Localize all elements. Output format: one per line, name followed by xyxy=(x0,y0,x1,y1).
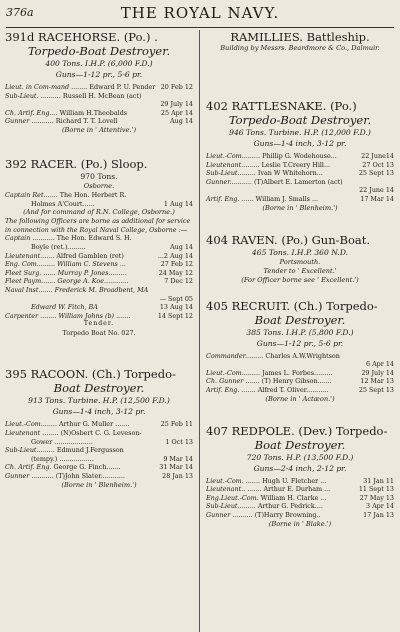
officer-row: Artif. Eng. ...... William J. Smalls ... 17 Mar 14 xyxy=(206,194,394,203)
officer-row: Captain Ret....... The Hon. Herbert R. xyxy=(5,190,127,199)
entry-heading: 405 RECRUIT. (Ch.) Torpedo- xyxy=(206,298,378,313)
officer-row: Edward W. Fitch, BA 13 Aug 14 xyxy=(31,303,193,312)
entry-ramillies xyxy=(206,30,394,53)
officer-row: Boyle (ret.)......... Aug 14 xyxy=(31,242,193,251)
entry-guns: Guns—1-4 inch, 3-12 pr. xyxy=(253,139,347,148)
officer-row: Ch. Artif. Eng.... William H.Theobalds 25 Apr 14 xyxy=(5,108,193,117)
entry-port: Osborne. xyxy=(83,181,115,190)
entry-type: Torpedo-Boat Destroyer. xyxy=(27,44,171,58)
borne-note: (For Officer borne see ' Excellent.') xyxy=(241,275,359,284)
entry-redpole xyxy=(206,424,394,529)
officer-row: Sub-Lieut......... Arthur G. Pedrick.... 3 Apr 14 xyxy=(206,502,394,511)
officer-row: (tempy.) ................. 9 Mar 14 xyxy=(31,454,193,463)
officer-row: Lieut.-Com. ....... Hugh U. Fletcher ... 31 Jan 11 xyxy=(206,476,394,485)
officer-row: Fleet Surg. ...... Murray P. Jones......... 24 May 12 xyxy=(5,268,193,277)
header-rule xyxy=(6,27,394,28)
entry-spec: 465 Tons. I.H.P. 360 N.D. xyxy=(251,247,349,257)
command-note: (And for command of R.N. College, Osborne.) xyxy=(23,208,175,217)
entry-racoon xyxy=(5,367,193,489)
page-title: THE ROYAL NAVY. xyxy=(120,4,280,22)
officer-row: Gunner .......... (T)Harry Browning.. 17 Jan 13 xyxy=(206,510,394,519)
additional-note: The following Officers are borne as additional for service in connection with the Royal Naval College, Osborne :— xyxy=(5,217,191,234)
entry-heading: 395 RACOON. (Ch.) Torpedo- xyxy=(5,367,176,382)
entry-heading: 402 RATTLESNAKE. (Po.) xyxy=(206,99,357,113)
entry-rattlesnake xyxy=(206,99,394,213)
officer-row: Naval Inst....... Frederick M. Broadbent, MA xyxy=(5,285,149,294)
page-number: 376a xyxy=(6,6,34,19)
officer-row: Gunner ........... Richard T. T. Lovell Aug 14 xyxy=(5,117,193,126)
officer-row: Holmes A'Court...... 1 Aug 14 xyxy=(31,199,193,208)
entry-heading: 404 RAVEN. (Po.) Gun-Boat. xyxy=(206,232,371,247)
borne-note: (Borne in ' Blake.') xyxy=(268,519,332,528)
entry-guns: Guns—1-4 inch, 3-12 pr. xyxy=(52,407,146,417)
borne-note: (Borne in ' Blenheim.') xyxy=(61,480,137,489)
officer-row: Commander......... Charles A.W.Wrightson xyxy=(206,351,340,360)
building-note: Building by Messrs. Beardmore & Co., Dalmuir. xyxy=(220,44,380,52)
tender-boat: Torpedo Boat No. 027. xyxy=(62,328,136,337)
officer-row: Sub-Lieut......... Ivan W Whitehorn... 25 Sept 13 xyxy=(206,169,394,178)
entry-guns: Guns—1-12 pr., 5-6 pr. xyxy=(256,338,344,348)
officer-row: Sub-Lieut. .......... Russell H. McBean (act) xyxy=(5,91,142,100)
entry-recruit xyxy=(206,299,394,404)
entry-spec: 385 Tons. I.H.P. (5,800 F.D.) xyxy=(246,327,354,337)
left-column xyxy=(5,30,193,632)
officer-row: Lieut.-Com......... Phillip G. Wodehouse... 22 June14 xyxy=(206,152,394,160)
officer-row: Lieutenant.. ....... Arthur E. Durham ... 11 Sept 13 xyxy=(206,485,394,494)
officer-row: Lieutenant ........ (N)Osbert C. G. Leveson- xyxy=(5,429,142,438)
entry-guns: Guns—2-4 inch, 2-12 pr. xyxy=(253,463,347,473)
column-divider xyxy=(199,30,200,632)
officer-row: Fleet Paym....... George A. Koe............ 7 Dec 12 xyxy=(5,277,193,286)
officer-row: Lieutenant......... Leslie T.Creery Hill... 27 Oct 13 xyxy=(206,160,394,169)
entry-heading: 391d RACEHORSE. (Po.) . xyxy=(5,30,158,44)
officer-row: Gunner........... (T)Albert E. Lamerton (act) xyxy=(206,177,343,186)
entry-spec: 720 Tons. H.P. (13,500 F.D.) xyxy=(246,452,354,462)
officer-row: 6 Apr 14 xyxy=(365,360,394,369)
borne-note: (Borne in ' Blenheim.') xyxy=(262,203,338,212)
officer-row: Gunner ........... (T)John Slater............ 28 Jan 13 xyxy=(5,472,193,481)
entry-type: Torpedo-Boat Destroyer. xyxy=(228,113,372,127)
officer-row: Sub-Lieut......... Edmund J.Fergusson xyxy=(5,446,124,455)
officer-row: — Sept 05 xyxy=(159,294,193,303)
entry-spec: 400 Tons. I.H.P. (6,000 F.D.) xyxy=(45,59,153,68)
officer-row: Carpenter ........ William Johns (b) ....... 14 Sept 12 xyxy=(5,311,193,320)
officer-row: Captain ........... The Hon. Edward S. H. xyxy=(5,234,132,243)
borne-note: (Borne in ' Actæon.') xyxy=(265,394,335,403)
officer-row: Lieut. in Com-mand ........ Edward P. U. Pender 20 Feb 12 xyxy=(5,83,193,91)
officer-row: Ch. Artif. Eng. George G. Finch....... 31 Mar 14 xyxy=(5,463,193,472)
officer-row: 29 July 14 xyxy=(160,100,193,109)
officer-row: Eng.Lieut.-Com. William H. Clarke ... 27 May 13 xyxy=(206,493,394,502)
entry-racehorse xyxy=(5,30,193,135)
entry-spec: 970 Tons. xyxy=(80,171,118,181)
officer-row: Lieut.-Com........ Arthur G. Muller ....... 25 Feb 11 xyxy=(5,420,193,429)
entry-raven xyxy=(206,233,394,285)
officer-row: Lieut.-Com......... James L. Forbes......... 29 July 14 xyxy=(206,368,394,377)
tender-note: Tender to ' Excellent.' xyxy=(263,266,337,275)
entry-spec: 913 Tons. Turbine. H.P. (12,500 F.D.) xyxy=(28,396,170,406)
officer-row: Eng. Com......... William C. Stevens ... 27 Feb 12 xyxy=(5,260,193,269)
tender-label: Tender. xyxy=(83,320,115,328)
entry-type: Boat Destroyer. xyxy=(53,381,145,396)
officer-row: Gower ................... 1 Oct 13 xyxy=(31,437,193,446)
entry-guns: Guns—1-12 pr., 5-6 pr. xyxy=(55,70,143,79)
entry-spec: 946 Tons. Turbine. H.P. (12,000 F.D.) xyxy=(229,128,371,137)
entry-port: Portsmouth. xyxy=(279,257,321,266)
officer-row: Artif. Eng. ....... Alfred T. Oliver........... 25 Sept 13 xyxy=(206,385,394,394)
officer-row: Ch. Gunner ....... (T) Henry Gibson....... 12 Mar 13 xyxy=(206,377,394,386)
entry-heading: RAMILLIES. Battleship. xyxy=(230,30,370,44)
right-column xyxy=(206,30,394,632)
entry-type: Boat Destroyer. xyxy=(254,312,346,327)
officer-row: Lieutenant....... Alfred Gamblen (ret) ...2 Aug 14 xyxy=(5,251,193,260)
page-header xyxy=(6,4,394,24)
entry-racer xyxy=(5,157,193,338)
officer-row: 22 June 14 xyxy=(359,186,394,195)
entry-heading: 407 REDPOLE. (Dev.) Torpedo- xyxy=(206,423,388,438)
borne-note: (Borne in ' Attentive.') xyxy=(61,125,137,134)
entry-heading: 392 RACER. (Po.) Sloop. xyxy=(5,156,148,171)
entry-type: Boat Destroyer. xyxy=(254,437,346,452)
